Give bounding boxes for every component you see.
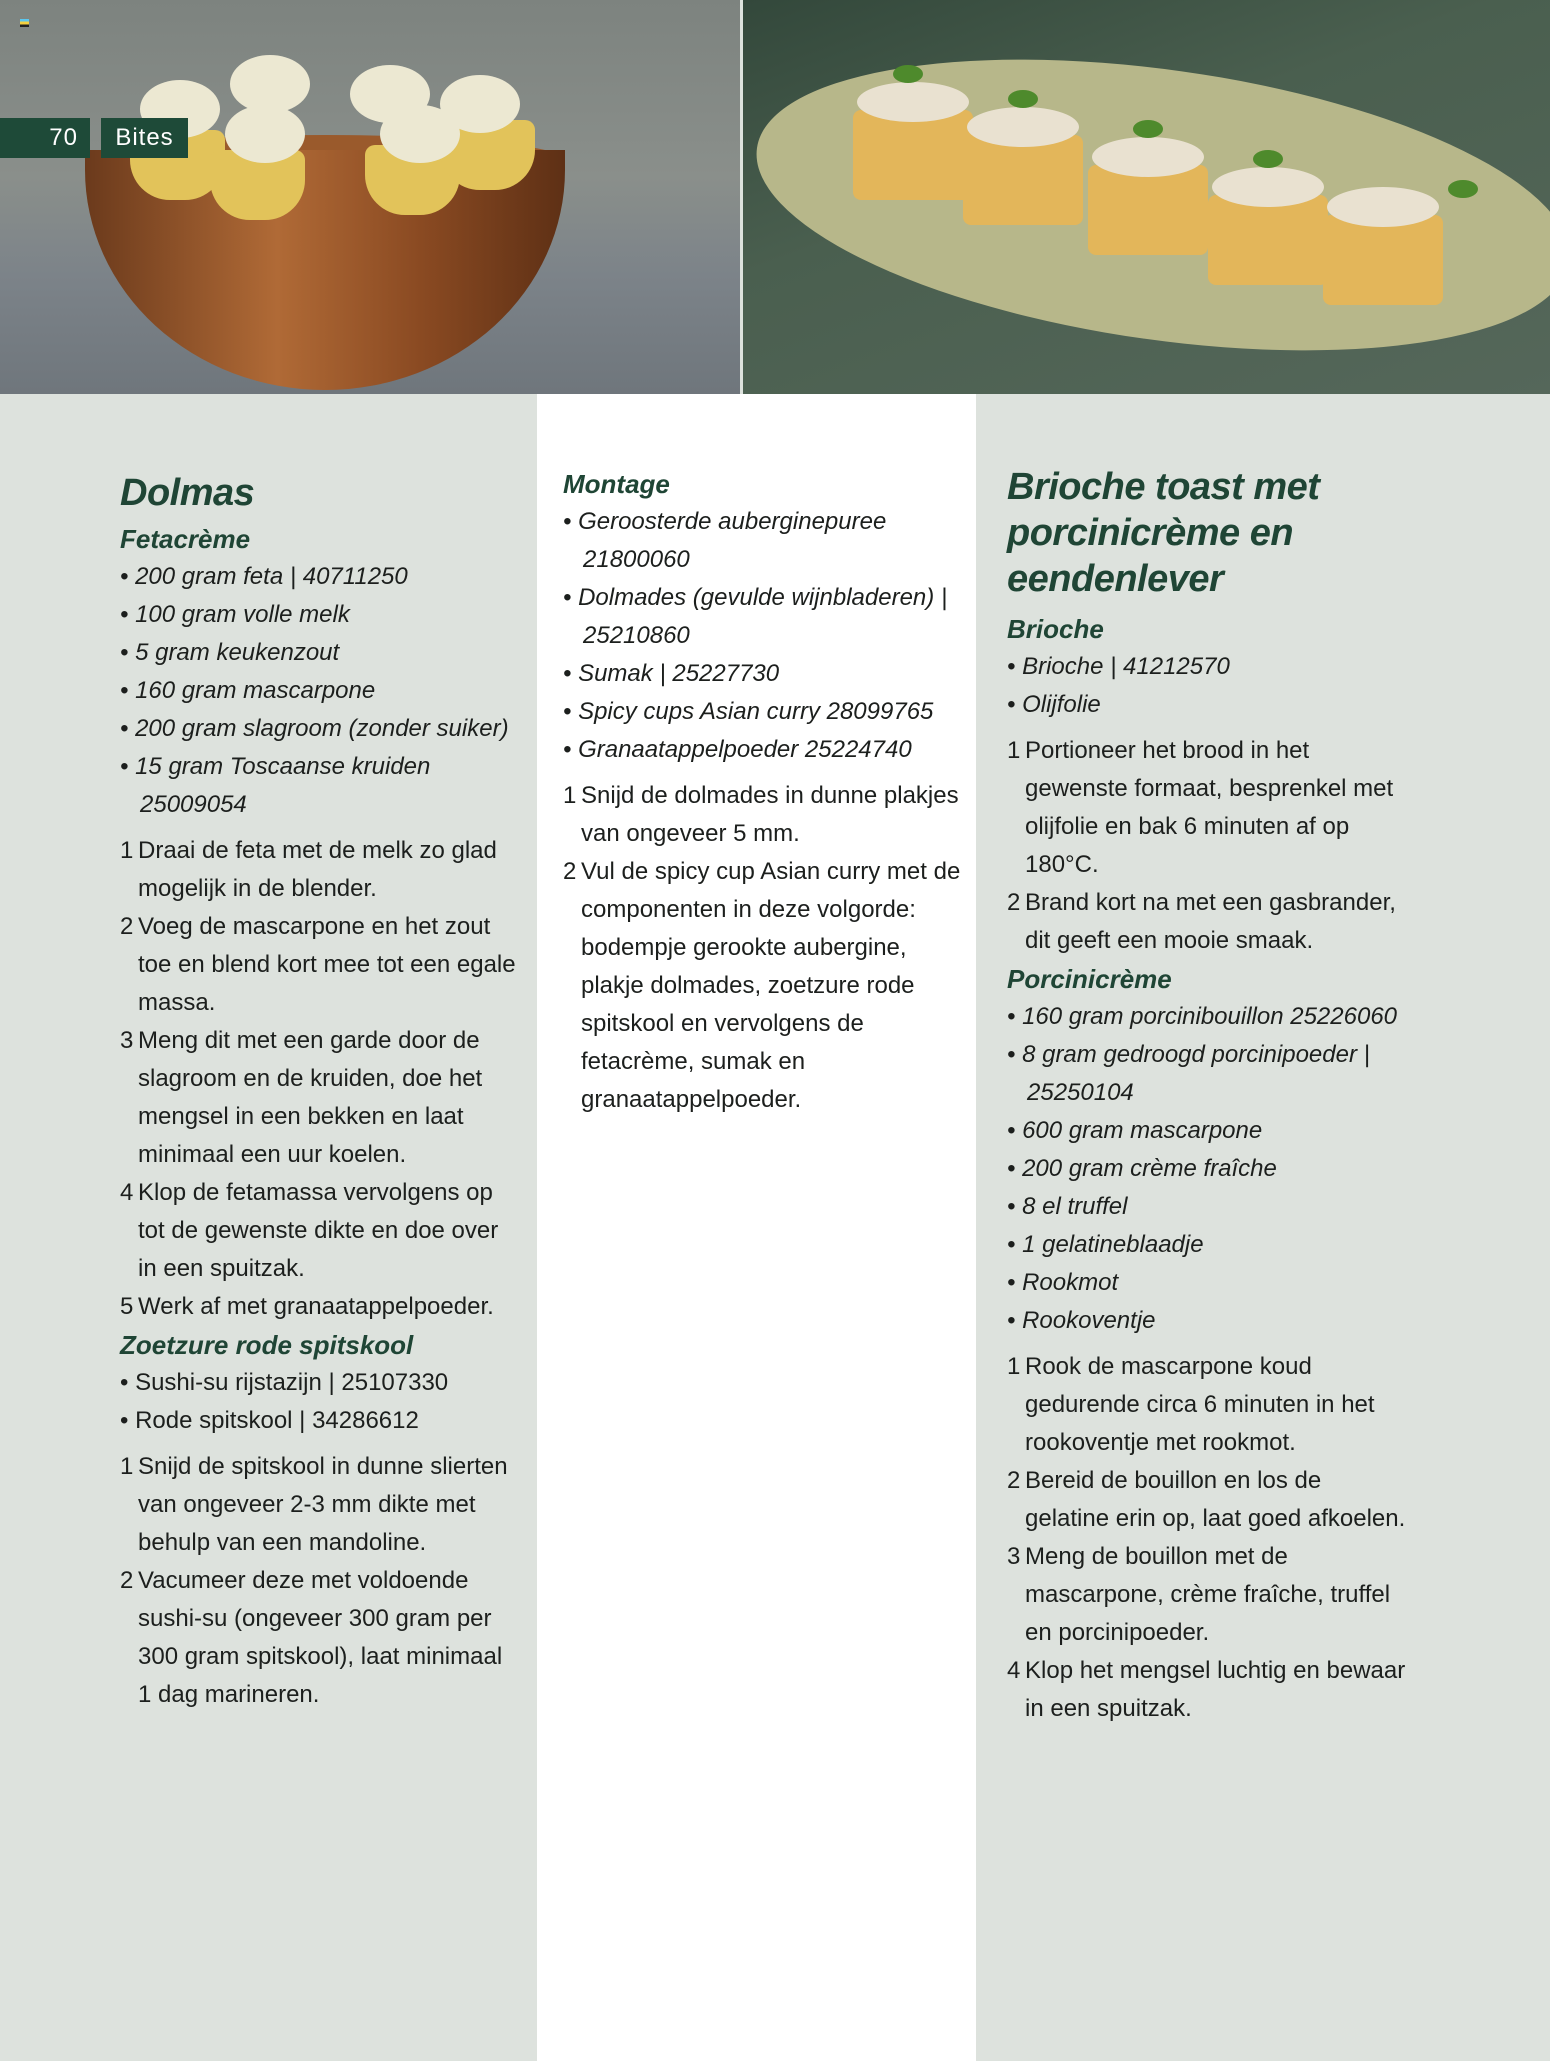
step-item — [563, 853, 963, 1119]
item-text: Rode spitskool | 34286612 — [135, 1407, 419, 1434]
ingredient-item — [1007, 1188, 1407, 1226]
ingredient-item — [1007, 1264, 1407, 1302]
ingredient-list — [120, 558, 520, 824]
cream — [225, 105, 305, 163]
herb — [1448, 180, 1478, 198]
item-text: Vul de spicy cup Asian curry met de componenten in deze volgorde: bodempje gerookte aubergine, plakje dolmades, zoetzure rode spitskool en vervolgens de fetacrème, sumak en granaatappelpoeder. — [581, 858, 961, 1113]
item-text: Granaatappelpoeder 25224740 — [578, 736, 912, 763]
step-number: 1 — [1007, 737, 1021, 764]
item-text: 200 gram slagroom (zonder suiker) — [135, 715, 509, 742]
herb — [893, 65, 923, 83]
step-number: 1 — [120, 837, 134, 864]
step-number: 2 — [1007, 1467, 1021, 1494]
item-text: Olijfolie — [1022, 691, 1101, 718]
step-item — [120, 1288, 520, 1326]
item-text: 1 gelatineblaadje — [1022, 1231, 1204, 1258]
step-item — [120, 832, 520, 908]
step-number: 1 — [563, 782, 577, 809]
step-item — [120, 1448, 520, 1562]
step-item — [120, 908, 520, 1022]
ingredient-item — [1007, 1112, 1407, 1150]
step-list — [563, 777, 963, 1119]
toast — [1323, 215, 1443, 305]
item-text: Meng de bouillon met de mascarpone, crème fraîche, truffel en porcinipoeder. — [1025, 1543, 1391, 1646]
item-text: Brioche | 41212570 — [1022, 653, 1230, 680]
column-montage — [563, 465, 963, 1119]
item-text: Rook de mascarpone koud gedurende circa 6 minuten in het rookoventje met rookmot. — [1025, 1353, 1375, 1456]
item-text: 600 gram mascarpone — [1022, 1117, 1263, 1144]
ingredient-item — [563, 731, 963, 769]
recipe-title: Dolmas — [120, 472, 255, 514]
step-list — [120, 1448, 520, 1714]
item-text: Meng dit met een garde door de slagroom en de kruiden, doe het mengsel in een bekken en laat minimaal een uur koelen. — [138, 1027, 483, 1168]
ingredient-item — [120, 1402, 520, 1440]
step-item — [563, 777, 963, 853]
item-text: 160 gram porcinibouillon 25226060 — [1022, 1003, 1398, 1030]
logo-icon — [20, 19, 29, 27]
step-item — [120, 1174, 520, 1288]
item-text: 100 gram volle melk — [135, 601, 350, 628]
photo-dolmas-cups — [0, 0, 740, 394]
ingredient-item — [1007, 1036, 1407, 1112]
step-item — [1007, 732, 1407, 884]
ingredient-item — [563, 579, 963, 655]
step-number: 2 — [1007, 889, 1021, 916]
photo-brioche-toast — [743, 0, 1550, 394]
herb — [1133, 120, 1163, 138]
subheading: Brioche — [1007, 614, 1104, 644]
ingredient-item — [120, 672, 520, 710]
item-text: 8 gram gedroogd porcinipoeder | 25250104 — [1022, 1041, 1370, 1106]
ingredient-item — [1007, 648, 1407, 686]
item-text: Werk af met granaatappelpoeder. — [138, 1293, 494, 1320]
item-text: Draai de feta met de melk zo glad mogelijk in de blender. — [138, 837, 497, 902]
subheading: Porcinicrème — [1007, 964, 1172, 994]
ingredient-list — [120, 1364, 520, 1440]
item-text: 5 gram keukenzout — [135, 639, 340, 666]
herb — [1253, 150, 1283, 168]
step-list — [1007, 732, 1407, 960]
ingredient-item — [120, 558, 520, 596]
subheading: Fetacrème — [120, 524, 251, 554]
step-number: 4 — [1007, 1657, 1021, 1684]
ingredient-item — [563, 503, 963, 579]
step-item — [120, 1022, 520, 1174]
item-text: Geroosterde auberginepuree 21800060 — [578, 508, 887, 573]
ingredient-item — [563, 655, 963, 693]
step-number: 1 — [1007, 1353, 1021, 1380]
step-item — [1007, 1652, 1407, 1728]
item-text: 8 el truffel — [1022, 1193, 1128, 1220]
ingredient-list — [1007, 998, 1407, 1340]
item-text: Portioneer het brood in het gewenste formaat, besprenkel met olijfolie en bak 6 minuten af op 180°C. — [1025, 737, 1394, 878]
step-number: 5 — [120, 1293, 134, 1320]
item-text: 160 gram mascarpone — [135, 677, 376, 704]
item-text: Spicy cups Asian curry 28099765 — [578, 698, 934, 725]
ingredient-item — [563, 693, 963, 731]
item-text: Sushi-su rijstazijn | 25107330 — [135, 1369, 449, 1396]
ingredient-list — [1007, 648, 1407, 724]
item-text: Klop het mengsel luchtig en bewaar in een spuitzak. — [1025, 1657, 1406, 1722]
step-item — [120, 1562, 520, 1714]
subheading: Zoetzure rode spitskool — [120, 1330, 414, 1360]
column-dolmas — [120, 470, 520, 1714]
step-number: 1 — [120, 1453, 134, 1480]
herb — [1008, 90, 1038, 108]
item-text: Brand kort na met een gasbrander, dit geeft een mooie smaak. — [1025, 889, 1396, 954]
toast — [963, 135, 1083, 225]
item-text: Snijd de spitskool in dunne slierten van ongeveer 2-3 mm dikte met behulp van een mandoline. — [138, 1453, 508, 1556]
column-brioche — [1007, 464, 1407, 1728]
step-number: 2 — [563, 858, 577, 885]
ingredient-item — [120, 596, 520, 634]
page-number: 70 — [0, 118, 90, 158]
item-text: 15 gram Toscaanse kruiden 25009054 — [135, 753, 431, 818]
item-text: 200 gram feta | 40711250 — [135, 563, 408, 590]
item-text: Vacumeer deze met voldoende sushi-su (ongeveer 300 gram per 300 gram spitskool), laat minimaal 1 dag marineren. — [138, 1567, 503, 1708]
step-number: 4 — [120, 1179, 134, 1206]
ingredient-item — [120, 1364, 520, 1402]
toast — [1208, 195, 1328, 285]
ingredient-item — [1007, 686, 1407, 724]
item-text: 200 gram crème fraîche — [1022, 1155, 1277, 1182]
ingredient-item — [120, 634, 520, 672]
subheading: Montage — [563, 469, 670, 499]
step-list — [1007, 1348, 1407, 1728]
ingredient-list — [563, 503, 963, 769]
item-text: Voeg de mascarpone en het zout toe en blend kort mee tot een egale massa. — [138, 913, 516, 1016]
step-number: 3 — [1007, 1543, 1021, 1570]
recipe-title: Brioche toast met porcinicrème en eendenlever — [1007, 466, 1320, 600]
item-text: Klop de fetamassa vervolgens op tot de gewenste dikte en doe over in een spuitzak. — [138, 1179, 499, 1282]
ingredient-item — [120, 748, 520, 824]
ingredient-item — [1007, 1302, 1407, 1340]
ingredient-item — [120, 710, 520, 748]
step-item — [1007, 1538, 1407, 1652]
step-list — [120, 832, 520, 1326]
step-item — [1007, 884, 1407, 960]
item-text: Rookmot — [1022, 1269, 1119, 1296]
item-text: Snijd de dolmades in dunne plakjes van ongeveer 5 mm. — [581, 782, 959, 847]
item-text: Rookoventje — [1022, 1307, 1156, 1334]
ingredient-item — [1007, 998, 1407, 1036]
toast — [853, 110, 973, 200]
step-number: 2 — [120, 913, 134, 940]
step-item — [1007, 1348, 1407, 1462]
ingredient-item — [1007, 1226, 1407, 1264]
step-number: 3 — [120, 1027, 134, 1054]
item-text: Bereid de bouillon en los de gelatine erin op, laat goed afkoelen. — [1025, 1467, 1406, 1532]
item-text: Sumak | 25227730 — [578, 660, 780, 687]
step-number: 2 — [120, 1567, 134, 1594]
section-label: Bites — [101, 118, 188, 158]
item-text: Dolmades (gevulde wijnbladeren) | 25210860 — [578, 584, 948, 649]
step-item — [1007, 1462, 1407, 1538]
cream — [440, 75, 520, 133]
ingredient-item — [1007, 1150, 1407, 1188]
toast — [1088, 165, 1208, 255]
